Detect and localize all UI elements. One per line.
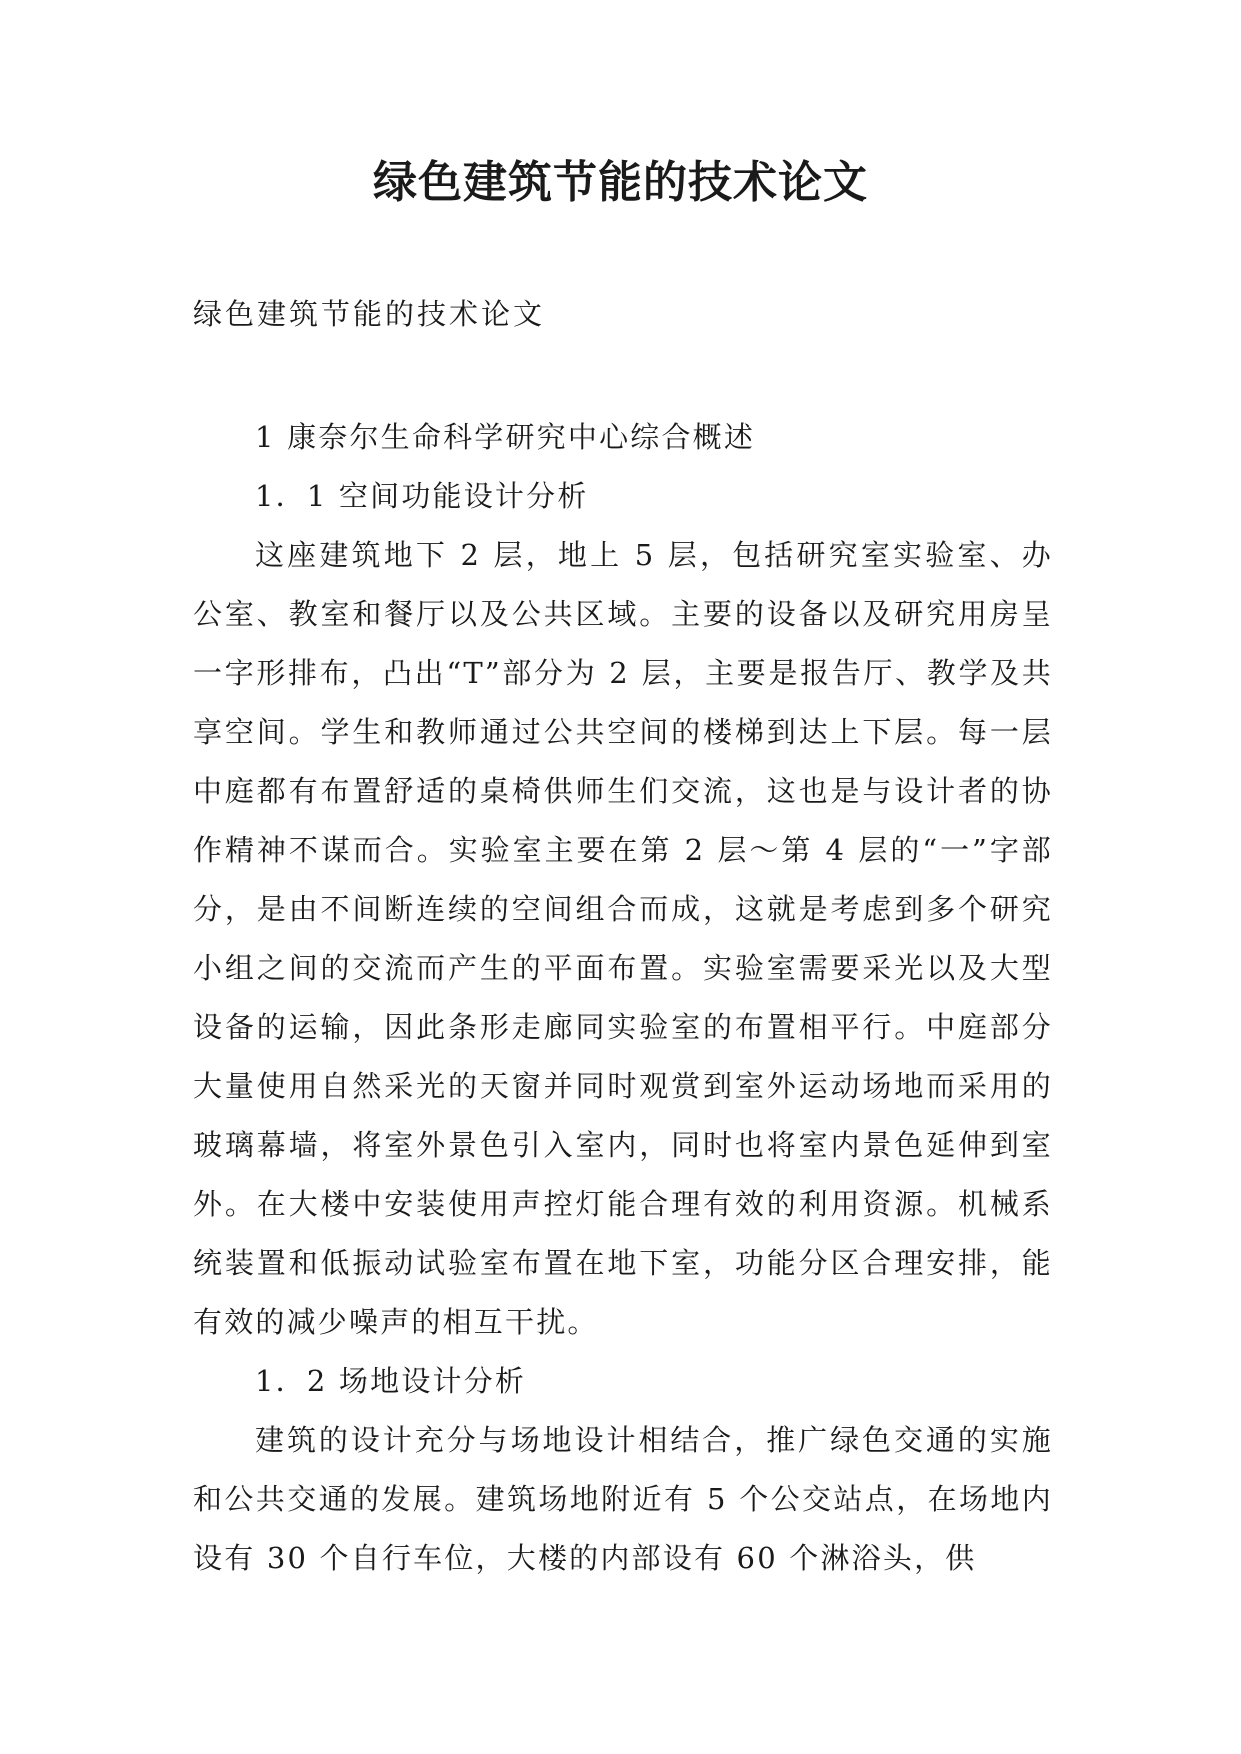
section-1-2-paragraph: 建筑的设计充分与场地设计相结合，推广绿色交通的实施和公共交通的发展。建筑场地附近有 5 个公交站点，在场地内设有 30 个自行车位，大楼的内部设有 60 个淋浴头，供 <box>193 1423 1053 1575</box>
document-body <box>193 408 1053 1588</box>
section-1-2-heading: 1．2 场地设计分析 <box>255 1364 527 1398</box>
section-1-1-paragraph: 这座建筑地下 2 层，地上 5 层，包括研究室实验室、办公室、教室和餐厅以及公共区域。主要的设备以及研究用房呈一字形排布，凸出“T”部分为 2 层，主要是报告厅、教学及共享空间。学生和教师通过公共空间的楼梯到达上下层。每一层中庭都有布置舒适的桌椅供师生们交流，这也是与设计者的协作精神不谋而合。实验室主要在第 2 层～第 4 层的“一”字部分，是由不间断连续的空间组合而成，这就是考虑到多个研究小组之间的交流而产生的平面布置。实验室需要采光以及大型设备的运输，因此条形走廊同实验室的布置相平行。中庭部分大量使用自然采光的天窗并同时观赏到室外运动场地而采用的玻璃幕墙，将室外景色引入室内，同时也将室内景色延伸到室外。在大楼中安装使用声控灯能合理有效的利用资源。机械系统装置和低振动试验室布置在地下室，功能分区合理安排，能有效的减少噪声的相互干扰。 <box>193 538 1053 1339</box>
section-1-heading: 1 康奈尔生命科学研究中心综合概述 <box>255 420 756 454</box>
document-subtitle: 绿色建筑节能的技术论文 <box>193 297 546 331</box>
document-title: 绿色建筑节能的技术论文 <box>373 157 868 208</box>
section-1-1-heading: 1．1 空间功能设计分析 <box>255 479 589 513</box>
